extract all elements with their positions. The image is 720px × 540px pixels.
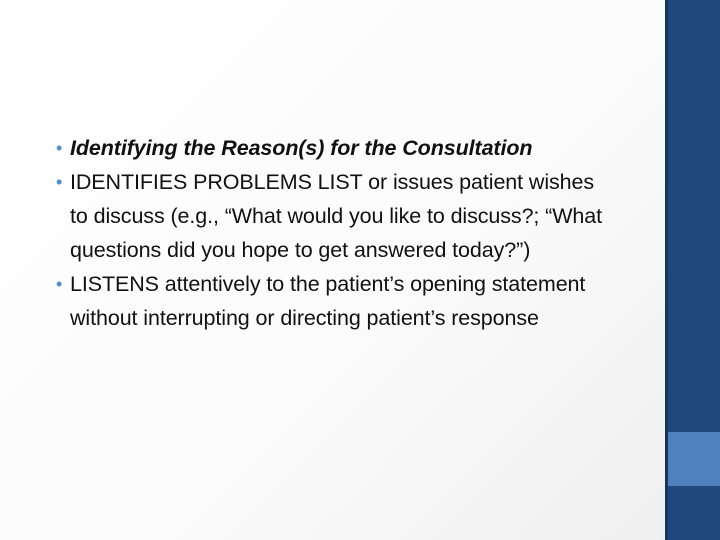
side-bar-middle-block xyxy=(668,432,720,486)
side-bar-top-block xyxy=(668,0,720,432)
bullet-item-consultation-heading xyxy=(56,131,616,165)
side-bar-bottom-block xyxy=(668,486,720,540)
bullet-text: Identifying the Reason(s) for the Consultation xyxy=(70,136,533,160)
bullet-text: IDENTIFIES PROBLEMS LIST or issues patient wishes to discuss (e.g., “What would you like to discuss?; “What questions did you hope to get answered today?”) xyxy=(70,170,603,262)
side-accent-bar xyxy=(665,0,720,540)
bullet-icon: • xyxy=(56,274,63,294)
bullet-icon: • xyxy=(56,172,63,192)
bullet-item-listens-attentively xyxy=(56,267,616,335)
bullet-item-identifies-problems xyxy=(56,165,616,267)
slide-content xyxy=(56,131,616,335)
bullet-text: LISTENS attentively to the patient’s opening statement without interrupting or directing patient’s response xyxy=(70,272,586,330)
bullet-icon: • xyxy=(56,138,63,158)
